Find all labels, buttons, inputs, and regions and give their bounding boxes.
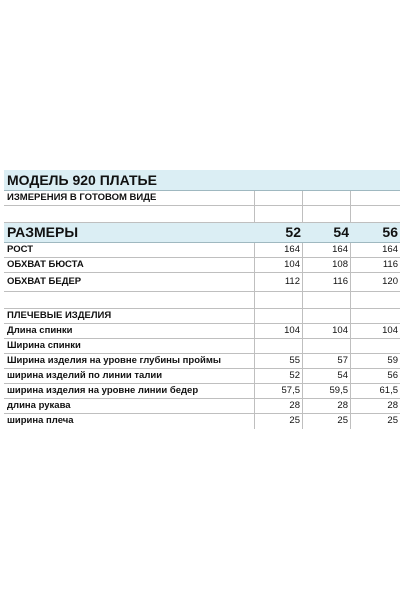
table-row bbox=[4, 414, 400, 429]
value-cell: 56 bbox=[387, 370, 398, 381]
value-cell: 61,5 bbox=[379, 385, 398, 396]
table-row bbox=[4, 384, 400, 399]
value-cell: 112 bbox=[255, 273, 303, 291]
row-label: длина рукава bbox=[4, 399, 255, 413]
row-label: ОБХВАТ БЮСТА bbox=[4, 258, 255, 272]
value-cell: 104 bbox=[382, 325, 398, 336]
value-cell: 59 bbox=[387, 355, 398, 366]
table-row bbox=[4, 324, 400, 339]
value-cell: 164 bbox=[255, 243, 303, 257]
empty-cell bbox=[351, 191, 400, 205]
value-cell: 25 bbox=[255, 414, 303, 429]
empty-cell bbox=[303, 206, 351, 222]
section-label: ПЛЕЧЕВЫЕ ИЗДЕЛИЯ bbox=[4, 309, 255, 323]
value-cell: 25 bbox=[303, 414, 351, 429]
value-cell: 28 bbox=[303, 399, 351, 413]
empty-cell bbox=[351, 206, 400, 222]
blank-row bbox=[4, 292, 400, 309]
table-row bbox=[4, 258, 400, 273]
value-cell bbox=[303, 339, 351, 353]
value-cell: 28 bbox=[255, 399, 303, 413]
value-cell: 57 bbox=[303, 354, 351, 368]
table-row bbox=[4, 273, 400, 292]
value-cell bbox=[351, 339, 400, 353]
size-header: 54 bbox=[333, 224, 349, 240]
row-label: ширина изделий по линии талии bbox=[4, 369, 255, 383]
table-row bbox=[4, 369, 400, 384]
value-cell: 25 bbox=[387, 415, 398, 426]
row-label: Ширина изделия на уровне глубины проймы bbox=[4, 354, 255, 368]
value-cell: 104 bbox=[255, 324, 303, 338]
empty-cell bbox=[255, 206, 303, 222]
size-header: 56 bbox=[382, 224, 398, 240]
subtitle-row bbox=[4, 191, 400, 206]
empty-cell bbox=[303, 292, 351, 308]
subtitle: ИЗМЕРЕНИЯ В ГОТОВОМ ВИДЕ bbox=[4, 191, 255, 205]
row-label: Ширина спинки bbox=[4, 339, 255, 353]
blank-row bbox=[4, 206, 400, 223]
value-cell: 59,5 bbox=[303, 384, 351, 398]
value-cell: 52 bbox=[255, 369, 303, 383]
value-cell: 108 bbox=[303, 258, 351, 272]
value-cell: 54 bbox=[303, 369, 351, 383]
value-cell: 104 bbox=[255, 258, 303, 272]
section-row bbox=[4, 309, 400, 324]
row-label: ОБХВАТ БЕДЕР bbox=[4, 273, 255, 291]
empty-cell bbox=[303, 191, 351, 205]
table-row bbox=[4, 399, 400, 414]
table-row bbox=[4, 339, 400, 354]
sizes-header-row bbox=[4, 223, 400, 243]
sizes-label: РАЗМЕРЫ bbox=[7, 224, 79, 240]
empty-cell bbox=[4, 206, 255, 222]
row-label: ширина изделия на уровне линии бедер bbox=[4, 384, 255, 398]
empty-cell bbox=[4, 292, 255, 308]
empty-cell bbox=[351, 309, 400, 323]
table-row bbox=[4, 354, 400, 369]
empty-cell bbox=[351, 292, 400, 308]
value-cell: 116 bbox=[382, 259, 398, 270]
page-title: МОДЕЛЬ 920 ПЛАТЬЕ bbox=[7, 172, 157, 188]
value-cell: 55 bbox=[255, 354, 303, 368]
empty-cell bbox=[303, 309, 351, 323]
measurement-table bbox=[4, 170, 400, 429]
value-cell: 28 bbox=[387, 400, 398, 411]
value-cell: 116 bbox=[303, 273, 351, 291]
value-cell: 164 bbox=[303, 243, 351, 257]
value-cell: 57,5 bbox=[255, 384, 303, 398]
empty-cell bbox=[255, 309, 303, 323]
row-label: РОСТ bbox=[4, 243, 255, 257]
size-header: 52 bbox=[285, 224, 301, 240]
value-cell: 164 bbox=[382, 244, 398, 255]
value-cell bbox=[255, 339, 303, 353]
value-cell: 120 bbox=[382, 276, 398, 287]
value-cell: 104 bbox=[303, 324, 351, 338]
empty-cell bbox=[255, 292, 303, 308]
table-row bbox=[4, 243, 400, 258]
title-row bbox=[4, 170, 400, 191]
row-label: ширина плеча bbox=[4, 414, 255, 429]
empty-cell bbox=[255, 191, 303, 205]
row-label: Длина спинки bbox=[4, 324, 255, 338]
